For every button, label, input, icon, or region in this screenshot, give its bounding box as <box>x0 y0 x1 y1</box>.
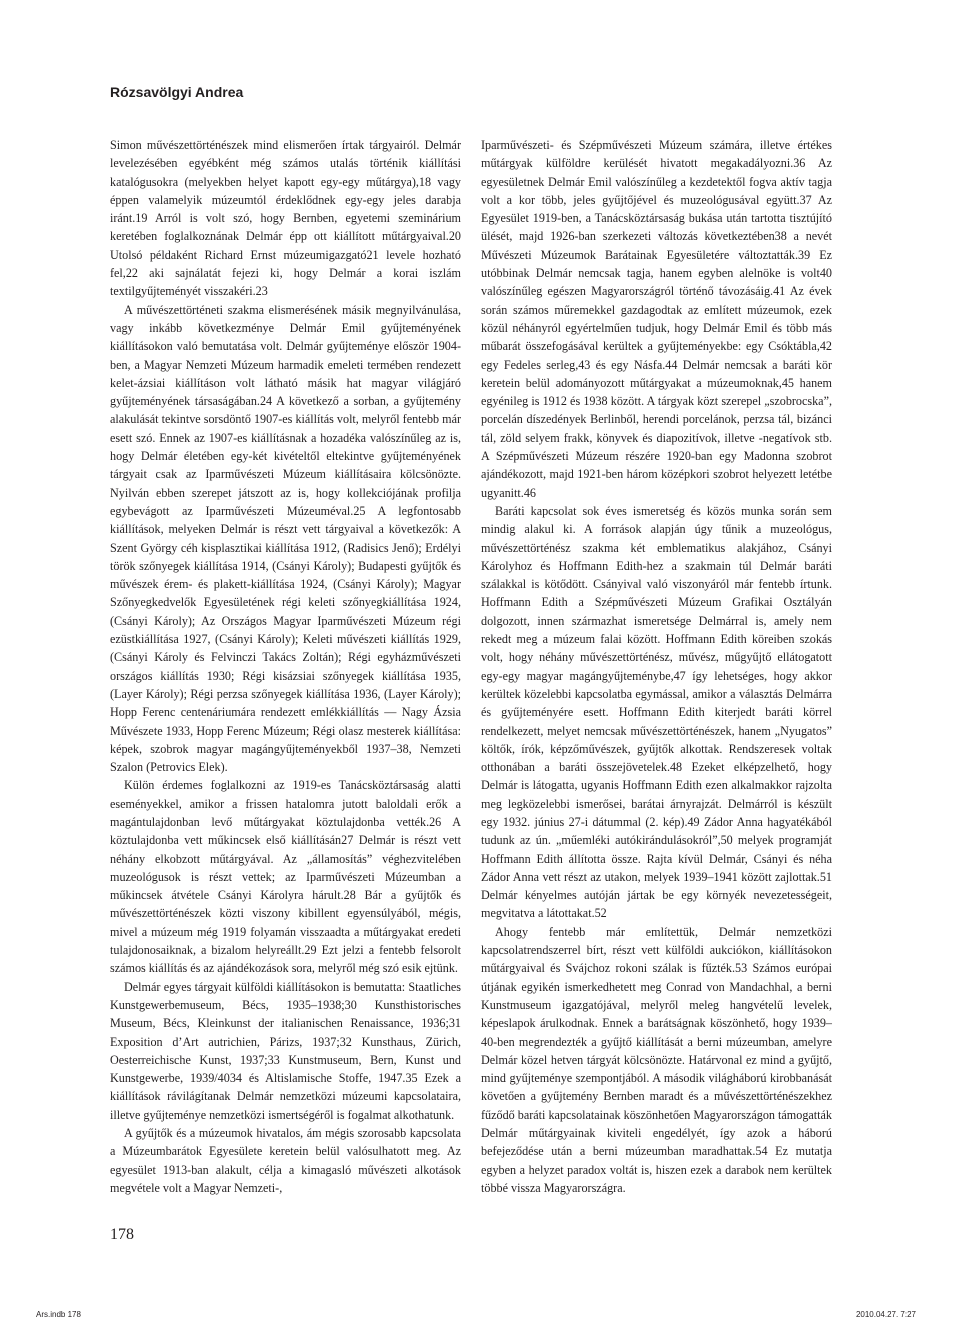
text-column-left <box>110 136 461 1197</box>
paragraph: A gyűjtők és a múzeumok hivatalos, ám mégis szorosabb kapcsolata a Múzeumbarátok Egyesülete keretein belül valósulhatott meg. Az egyesület 1913-ban alakult, célja a kimagasló művészeti alkotások megvétele volt a Magyar Nemzeti-, <box>110 1126 461 1195</box>
text-column-right <box>481 136 832 1197</box>
paragraph: Simon művészettörténészek mind elismerően írtak tárgyairól. Delmár levelezésében egyébként még számos utalás történik kiállítási katalógusokra (melyekben helyet kapott egy-egy műtárgya),18 vagy éppen valamelyik múzeumtól érdeklődnek egy-egy jeles darabja iránt.19 Arról is volt szó, hogy Bernben, egyetemi szeminárium keretében foglalkoznának Delmár épp ott kiállított műtárgyaival.20 Utolsó példaként Richard Ernst múzeumigazgató21 levele hozható fel,22 aki sajnálatát fejezi ki, hogy Delmár a korai iszlám textilgyűjteményét visszakéri.23 <box>110 138 461 299</box>
print-slug-datetime: 2010.04.27. 7:27 <box>855 1310 916 1319</box>
print-slug-file: Ars.indb 178 <box>36 1310 81 1319</box>
paragraph: Ahogy fentebb már említettük, Delmár nemzetközi kapcsolatrendszerrel bírt, részt vett külföldi aukciókon, kiállításokon műtárgyaival és Svájchoz rokoni szálak is fűzték.53 Számos európai útjának egyikén ismerkedhetett meg Conrad von Mandachhal, a berni Kunstmuseum igazgatójával, melyről meleg hangvételű levelek, képeslapok árulkodnak. Ennek a barátságnak köszönhető, hogy 1939–40-ben megrendezték a gyűjtő kiállítását a berni múzeumban, amelyre Delmár közel hetven tárgyát kölcsönözte. Határvonal ez mind a gyűjtő, mind gyűjteménye szempontjából. A második világháború kirobbanását követően a gyűjtemény Bernben maradt és a művészettörténészekhez fűződő baráti kapcsolatainak köszönhetően Magyarországon támogatták Delmár műtárgyainak kiviteli engedélyét, így azok a háború befejeződése után a berni múzeumban maradhattak.54 Ez mutatja egyben a helyzet paradox voltát is, hiszen ezek a darabok nem kerültek többé vissza Magyarországra. <box>481 924 832 1195</box>
paragraph: Külön érdemes foglalkozni az 1919-es Tanácsköztársaság alatti eseményekkel, amikor a frissen hatalomra jutott baloldali erők a magántulajdonban levő műtárgyakat köztulajdonba vették.26 A köztulajdonba vett műkincsek első kiállításán27 Delmár is részt vett néhány elkobzott műtárgyával. Az „államosítás” véghezvitelében muzeológusok is részt vettek; az Iparművészeti Múzeumban a műkincsek átvétele Csányi Károlyra hárult.28 Bár a gyűjtők és művészettörténészek közti viszony kibillent egyensúlyából, mégis, mivel a múzeum még 1919 folyamán visszaadta a műtárgyakat eredeti tulajdonosaiknak, a bizalom helyreállt.29 Ezt jelzi a fentebb felsorolt számos kiállítás és az ajándékozások sora, melyről még szó esik ejtünk. <box>110 778 461 976</box>
running-head-author: Rózsavölgyi Andrea <box>110 84 244 100</box>
paragraph: Delmár egyes tárgyait külföldi kiállításokon is bemutatta: Staatliches Kunstgewerbemuseum, Bécs, 1935–1938;30 Kunsthistorisches Museum, Bécs, Kleinkunst der italianischen Renaissance, 1936;31 Exposition d’Art autrichien, Párizs, 1937;32 Kunsthaus, Zürich, Oesterreichische Kunst, 1937;33 Kunstmuseum, Bern, Kunst und Kunstgewerbe, 1939/4034 és Altislamische Stoffe, 1947.35 Ezek a kiállítások rávilágítanak Delmár nemzetközi múzeumi kapcsolataira, illetve gyűjteménye nemzetközi ismertségéről is fogalmat alkothatunk. <box>110 979 461 1122</box>
paragraph: A művészettörténeti szakma elismerésének másik megnyilvánulása, vagy inkább következménye Delmár Emil gyűjteményének kiállításokon való bemutatása volt. Delmár gyűjteménye először 1904-ben, a Magyar Nemzeti Múzeum harmadik emeleti termében rendezett kelet-ázsiai kiállításon volt látható másik hat magyar világjáró gyűjteményének társaságában.24 A következő a sorban, a gyűjtemény alakulását tekintve sorsdöntő 1907-es kiállítás volt, melyről fentebb már esett szó. Ennek az 1907-es kiállításnak a hozadéka valószínűleg az is, hogy Delmár életében egy-két kivételtől eltekintve gyűjteményének tárgyait csak az Iparművészeti Múzeum kiállításaira kölcsönözte. Nyilván ebben szerepet játszott az is, hogy kollekciójának profilja egybevágott az Iparművészeti Múzeuméval.25 A legfontosabb kiállítások, melyeken Delmár is részt vett tárgyaival a következők: A Szent György céh kisplasztikai kiállítása 1912, (Radisics Jenő); Erdélyi török szőnyegek kiállítása 1914, (Csányi Károly); Budapesti gyűjtők és művészek érem- és plakett-kiállítása 1924, (Csányi Károly); Magyar Szőnyegkedvelők Egyesületének régi keleti szőnyegkiállítása 1924, (Csányi Károly); Az Országos Magyar Iparművészeti Múzeum régi ezüstkiállítása 1927, (Csányi Károly); Keleti művészeti kiállítás 1929, (Csányi Károly és Felvinczi Takács Zoltán); Régi egyházművészeti országos kiállítás 1930; Régi kisázsiai szőnyegek kiállítása 1935, (Layer Károly); Régi perzsa szőnyegek kiállítása 1936, (Layer Károly); Hopp Ferenc centenáriumára rendezett emlékkiállítás — Nagy Ázsia Művészete 1933, Hopp Ferenc Múzeum; Régi olasz mesterek kiállítása: képek, szobrok magyar magángyűjteményekből 1937–38, Nemzeti Szalon (Petrovics Elek). <box>110 302 461 775</box>
page-number: 178 <box>110 1226 134 1243</box>
paragraph: Iparművészeti- és Szépművészeti Múzeum számára, illetve értékes műtárgyak külföldre kerülését hivatott megakadályozni.36 Az egyesületnek Delmár Emil valószínűleg a kezdetektől fogva aktív tagja volt a kor több, jeles gyűjtőjével és muzeológusával együtt.37 Az Egyesület 1919-ben, a Tanácsköztársaság bukása után tartotta tisztújító ülését, majd 1926-ban szerkezeti változás következtében38 a nevét Művészeti Múzeumok Barátainak Egyesületére változtatták.39 Ez utóbbinak Delmár nemcsak tagja, hanem egyben alelnöke is volt40 valószínűleg egészen Magyarországról történő távozásáig.41 Az évek során számos műremekkel gazdagodtak az említett múzeumok, ezek közül néhányról egyértelműen tudjuk, hogy Delmár Emil és több más műbarát összefogásával kerültek a gyűjteményekbe: egy Csóktábla,42 egy Fedeles serleg,43 és egy Násfa.44 Delmár nemcsak a baráti kör keretein belül adományozott műtárgyakat a múzeumoknak,45 hanem egyénileg is 1912 és 1938 között. A tárgyak közt szerepel „szobrocska”, porcelán díszedények Berlinből, herendi porcelánok, perzsa tál, bizánci tál, zöld selyem frakk, könyvek és diapozitívok, illetve -negatívok stb. A Szépművészeti Múzeum részére 1920-ban egy Madonna szobrot ajándékozott, majd 1921-ben három középkori szobrot helyezett letétbe ugyanitt.46 <box>481 138 832 500</box>
paragraph: Baráti kapcsolat sok éves ismeretség és közös munka során sem mindig alakul ki. A források alapján úgy tűnik a muzeológus, művészettörténész szakma két emblematikus alakjához, Csányi Károlyhoz és Hoffmann Edith-hez a szakmain túl Delmár baráti szálakkal is kötődött. Csányival való viszonyáról már fentebb írtunk. Hoffmann Edith a Szépművészeti Múzeum Grafikai Osztályán dolgozott, innen származhat ismeretsége Delmárral is, amely nem rekedt meg a múzeum falai között. Hoffmann Edith köreiben szokás volt, hogy néhány művészettörténész, művész, műgyűjtő ellátogatott egy-egy magyar magángyűjteménybe,47 így lehetséges, hogy akkor kerültek közelebbi kapcsolatba egymással, amikor a választás Delmárra és gyűjteményére esett. Hoffmann Edith kiterjedt baráti körrel rendelkezett, melyet nemcsak művészettörténészek, hanem „Nyugatos” költők, írók, képzőművészek, gyűjtők alkottak. Rendszeresek voltak otthonában a baráti összejövetelek.48 Ezeket elképzelhető, hogy Delmár is látogatta, ugyanis Hoffmann Edith ezen alkalmakkor rajzolta meg legközelebbi ismerősei, barátai árnyrajzát. Delmárról is készült egy 1932. június 27-i dátummal (2. kép).49 Zádor Anna hagyatékából tudunk az ún. „műemléki autókirándulásokról”,50 melyek programját Hoffmann Edith állította össze. Rajta kívül Delmár, Csányi és néha Zádor Anna vett részt az utakon, melyek 1939–1941 között zajlottak.51 Delmár kényelmes autóján jártak be egy környék nevezetességeit, megvitatva a látottakat.52 <box>481 503 832 921</box>
